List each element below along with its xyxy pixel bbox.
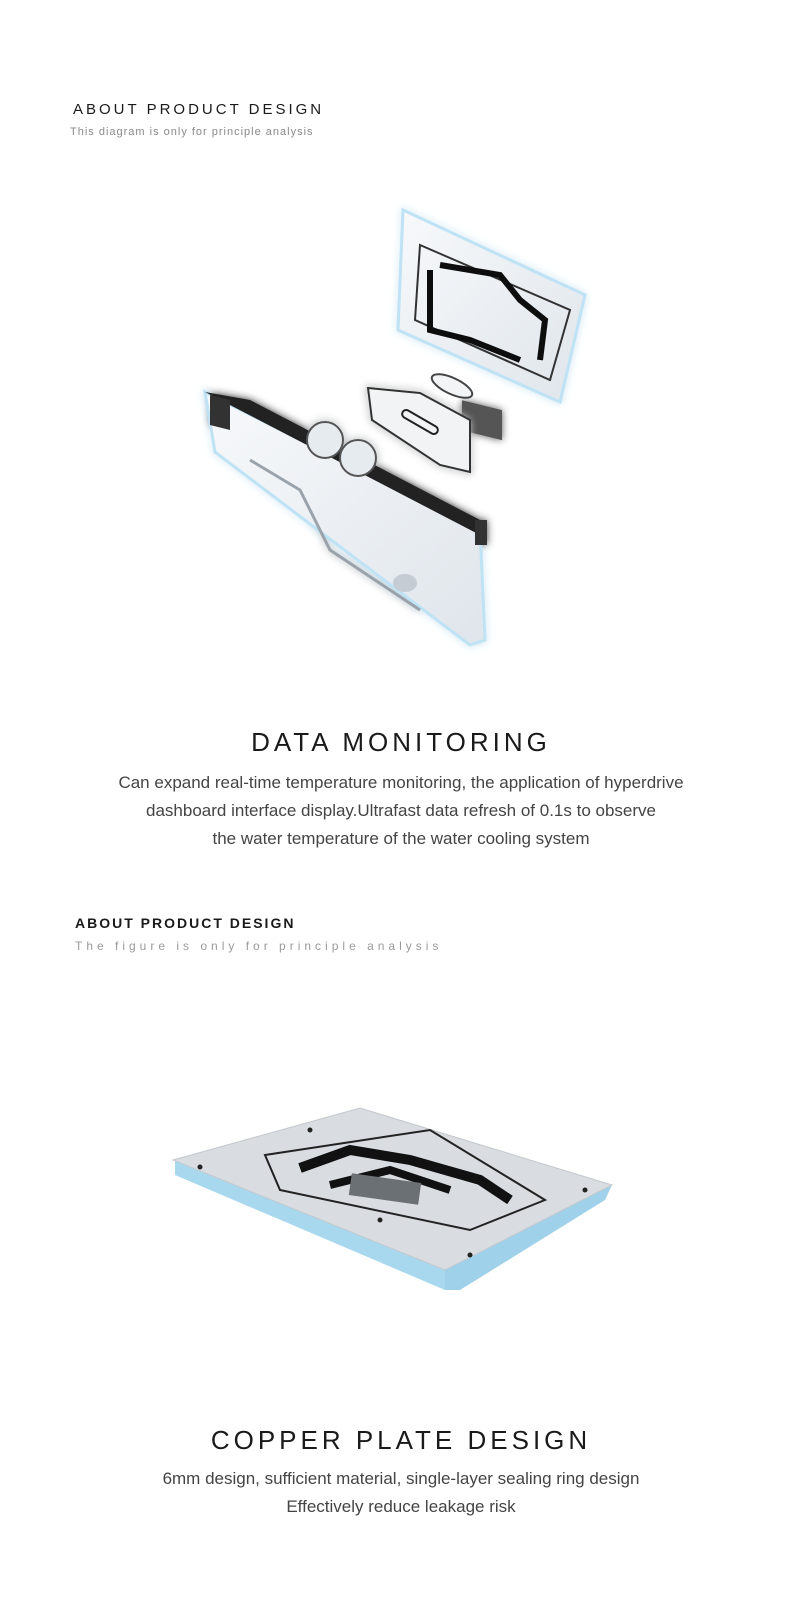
section1-heading: DATA MONITORING — [251, 727, 551, 757]
section2-body — [0, 1465, 802, 1521]
copper-plate-illustration — [0, 1090, 802, 1310]
section2-body-line: 6mm design, sufficient material, single-layer sealing ring design — [162, 1469, 640, 1488]
section2-kicker: ABOUT PRODUCT DESIGN — [75, 915, 296, 931]
section2-subtitle: The figure is only for principle analysis — [75, 939, 443, 953]
section2-body-line: Effectively reduce leakage risk — [286, 1497, 516, 1516]
section2-heading: COPPER PLATE DESIGN — [210, 1425, 592, 1455]
section1-body-line: Can expand real-time temperature monitoring, the application of hyperdrive — [118, 773, 684, 792]
section1-body — [0, 769, 802, 853]
oval-gasket — [429, 369, 476, 402]
exploded-waterblock-illustration — [0, 190, 802, 690]
mid-bracket — [368, 388, 470, 472]
section1-body-line: dashboard interface display.Ultrafast data refresh of 0.1s to observe — [146, 801, 656, 820]
section1-subtitle: This diagram is only for principle analysis — [70, 126, 314, 138]
section1-kicker: ABOUT PRODUCT DESIGN — [73, 101, 325, 118]
section1-body-line: the water temperature of the water cooling system — [212, 829, 590, 848]
